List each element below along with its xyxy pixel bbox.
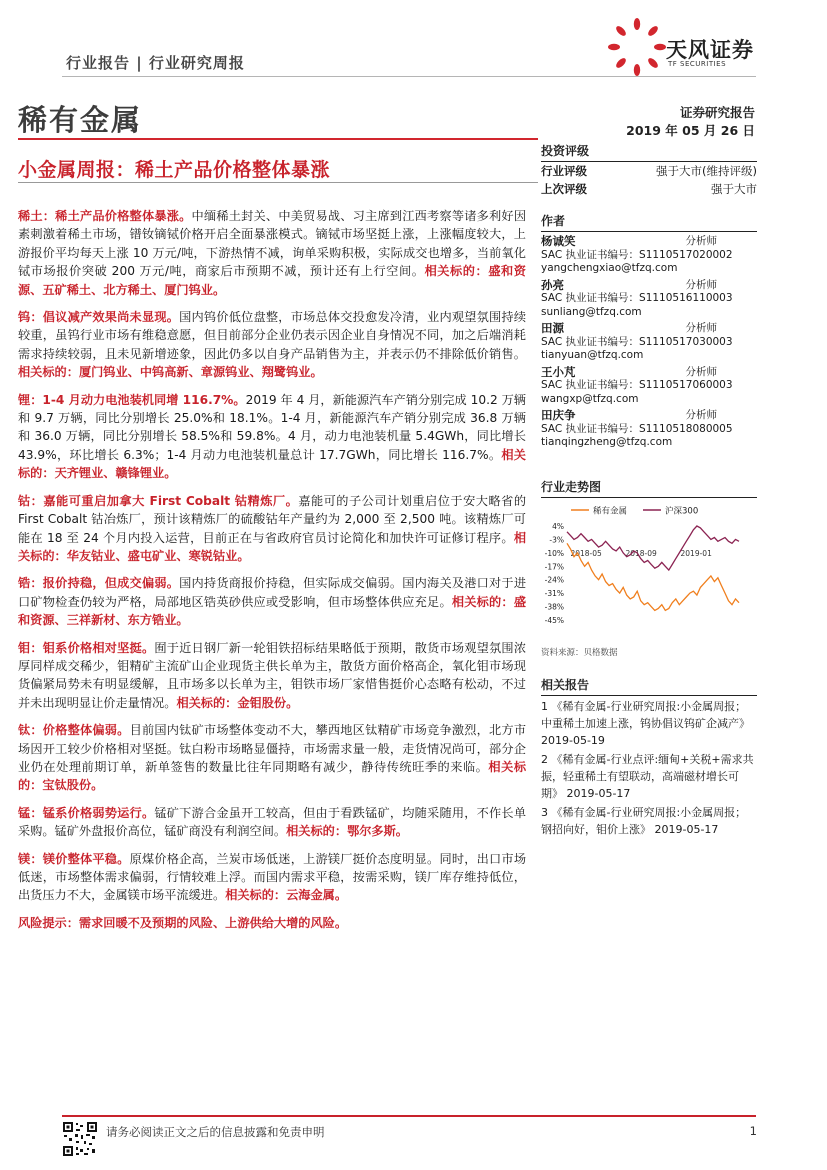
paragraph-rare-earth: 稀土：稀土产品价格整体暴涨。中缅稀土封关、中美贸易战、习主席到江西考察等诸多利好因素刺激着稀土市场，镨钕镝铽价格开启全面暴涨模式。镝铽市场坚挺上涨，上涨幅度较大，上游报价平均每天上涨 10 万元/吨，下游热情不减，询单采购积极，实际成交也增多，当前氧化铽市场报价突破 200 万元/吨，商家后市预期不减，预计还有上行空间。相关标的：盛和资源、五矿稀土、北方稀土、厦门钨业。	[18, 209, 527, 297]
author-entry: 孙亮 分析师 SAC 执业证书编号：S1110516110003 sunliang@tfzq.com	[541, 277, 733, 318]
author-title: 作者	[541, 212, 757, 232]
author-entry: 田源 分析师 SAC 执业证书编号：S1110517030003 tianyuan@tfzq.com	[541, 321, 733, 361]
title-rule	[18, 182, 538, 183]
doc-type: 证券研究报告	[679, 105, 755, 120]
paragraph-magnesium: 镁：镁价整体平稳。原煤价格企高，兰炭市场低迷，上游镁厂挺价态度明显。同时，出口市场低迷，市场整体需求偏弱，行情较难上浮。而国内需求平稳，按需采购，镁厂库存维持低位，出货压力不大，金属镁市场平流缓进。相关标的：云海金属。	[18, 851, 527, 903]
trend-chart	[541, 500, 757, 630]
legend-label: 稀有金属	[593, 506, 628, 517]
y-tick-label: -10%	[544, 548, 564, 558]
y-tick-label: -45%	[544, 616, 564, 625]
x-tick-label: 2018-09	[625, 548, 657, 558]
y-tick-label: -38%	[544, 602, 564, 612]
sector-title: 稀有金属	[18, 103, 143, 137]
chart-source: 资料来源：贝格数据	[541, 648, 618, 658]
related-report-link[interactable]: 3 《稀有金属-行业研究周报:小金属周报；钢招向好，钼价上涨》 2019-05-17	[541, 806, 747, 836]
report-title: 小金属周报：稀土产品价格整体暴涨	[18, 159, 331, 181]
rating-section	[541, 142, 757, 198]
legend-label: 沪深300	[665, 506, 699, 517]
rating-row: 行业评级 强于大市(维持评级)	[541, 164, 757, 178]
related-report-link[interactable]: 1 《稀有金属-行业研究周报:小金属周报；中重稀土加速上涨，钨协倡议钨矿企减产》 2019-05-19	[541, 700, 750, 747]
y-tick-label: -31%	[544, 589, 564, 599]
report-date: 2019 年 05 月 26 日	[626, 123, 755, 138]
rating-title: 投资评级	[541, 142, 757, 162]
author-entry: 王小芃 分析师 SAC 执业证书编号：S1110517060003 wangxp@tfzq.com	[541, 364, 733, 405]
related-title: 相关报告	[541, 676, 757, 696]
paragraph-tungsten: 钨：倡议减产效果尚未显现。国内钨价低位盘整，市场总体交投愈发冷清，业内观望氛围持续较重，虽钨行业市场有维稳意愿，但目前部分企业仍表示因企业自身情况不同，加之后端消耗需求持续较弱，且未见新增迹象，因此仍多以自身产品销售为主，并表示仍不排除低价销售。相关标的：厦门钨业、中钨高新、章源钨业、翔鹭钨业。	[18, 310, 527, 380]
paragraph-titanium: 钛：价格整体偏弱。目前国内钛矿市场整体变动不大，攀西地区钛精矿市场竞争激烈，北方市场因开工较少价格相对坚挺。钛白粉市场略显僵持，市场需求量一般，走货情况尚可，部分企业仍在处理前期订单，新单签售的数量比往年同期略有减少，静待传统旺季的来临。相关标的：宝钛股份。	[18, 723, 527, 793]
paragraph-cobalt: 钴：嘉能可重启加拿大 First Cobalt 钴精炼厂。嘉能可的子公司计划重启位于安大略省的 First Cobalt 钴冶炼厂，预计该精炼厂的硫酸钴年产量约为 2,000 至 2,500 吨。该精炼厂可能在 18 至 24 个月内投入运营，目前正在与省政府官员讨论简化和加快许可证修订程序。相关标的：华友钴业、盛屯矿业、寒锐钴业。	[18, 493, 527, 563]
paragraph-lithium: 锂：1-4 月动力电池装机同增 116.7%。2019 年 4 月，新能源汽车产销分别完成 10.2 万辆和 9.7 万辆，同比分别增长 25.0%和 18.1%。1-4 月，新能源汽车产销分别完成 36.8 万辆和 36.0 万辆，同比分别增长 58.5%和 59.8%。4 月，动力电池装机量 5.4GWh，同比增长 43.9%，环比增长 6.3%；1-4 月动力电池装机量总计 17.7GWh，同比增长 116.7%。相关标的：天齐锂业、赣锋锂业。	[18, 392, 526, 481]
related-report-link[interactable]: 2 《稀有金属-行业点评:缅甸+关税+需求共振，轻重稀土有望联动，高端磁材增长可期》 2019-05-17	[541, 753, 754, 800]
qr-code-icon	[62, 1121, 98, 1157]
x-tick-label: 2019-01	[680, 548, 712, 558]
paragraph-molybdenum: 钼：钼系价格相对坚挺。囿于近日钢厂新一轮钼铁招标结果略低于预期，散货市场观望氛围浓厚同样成交稀少，钼精矿主流矿山企业现货主供长单为主，散货方面价格高企，氧化钼市场现货偏紧局势未有明显缓解，且市场多以长单为主，钼铁市场厂家惜售挺价心态略有松动，不过并未出现明显让价走量情况。相关标的：金钼股份。	[18, 640, 527, 710]
footer-rule	[62, 1115, 756, 1117]
author-entry: 杨诚笑 分析师 SAC 执业证书编号：S1110517020002 yangchengxiao@tfzq.com	[541, 234, 733, 274]
rating-row: 上次评级 强于大市	[541, 182, 757, 196]
sector-rule	[18, 138, 538, 140]
logo-text-en: TF SECURITIES	[668, 60, 727, 68]
y-tick-label: -3%	[549, 535, 564, 545]
risk-notice: 风险提示：需求回暖不及预期的风险、上游供给大增的风险。	[18, 915, 348, 930]
report-type: 行业报告 | 行业研究周报	[66, 54, 245, 72]
trend-title: 行业走势图	[541, 478, 757, 498]
paragraph-manganese: 锰：锰系价格弱势运行。锰矿下游合金虽开工较高，但由于看跌锰矿，均随采随用，不作长单采购。锰矿外盘报价高位，锰矿商没有利润空间。相关标的：鄂尔多斯。	[18, 805, 527, 839]
main-body	[18, 207, 526, 941]
company-logo-icon	[608, 18, 666, 76]
author-section	[541, 212, 757, 450]
page-number: 1	[749, 1124, 757, 1138]
logo-text: 天风证券	[666, 38, 754, 62]
related-section	[541, 676, 757, 838]
author-entry: 田庆争 分析师 SAC 执业证书编号：S1110518080005 tianqingzheng@tfzq.com	[541, 408, 733, 448]
y-tick-label: -17%	[544, 562, 564, 572]
trend-section	[541, 478, 757, 498]
x-tick-label: 2018-05	[570, 548, 602, 558]
header-divider	[62, 76, 756, 77]
y-tick-label: 4%	[552, 522, 564, 531]
paragraph-zirconium: 锆：报价持稳，但成交偏弱。国内持货商报价持稳，但实际成交偏弱。国内海关及港口对于进口矿物检查仍较为严格，局部地区锆英砂供应或受影响，但市场整体供应充足。相关标的：盛和资源、三祥新材、东方锆业。	[18, 576, 527, 628]
disclaimer-notice: 请务必阅读正文之后的信息披露和免责申明	[106, 1125, 325, 1139]
y-tick-label: -24%	[544, 575, 564, 585]
